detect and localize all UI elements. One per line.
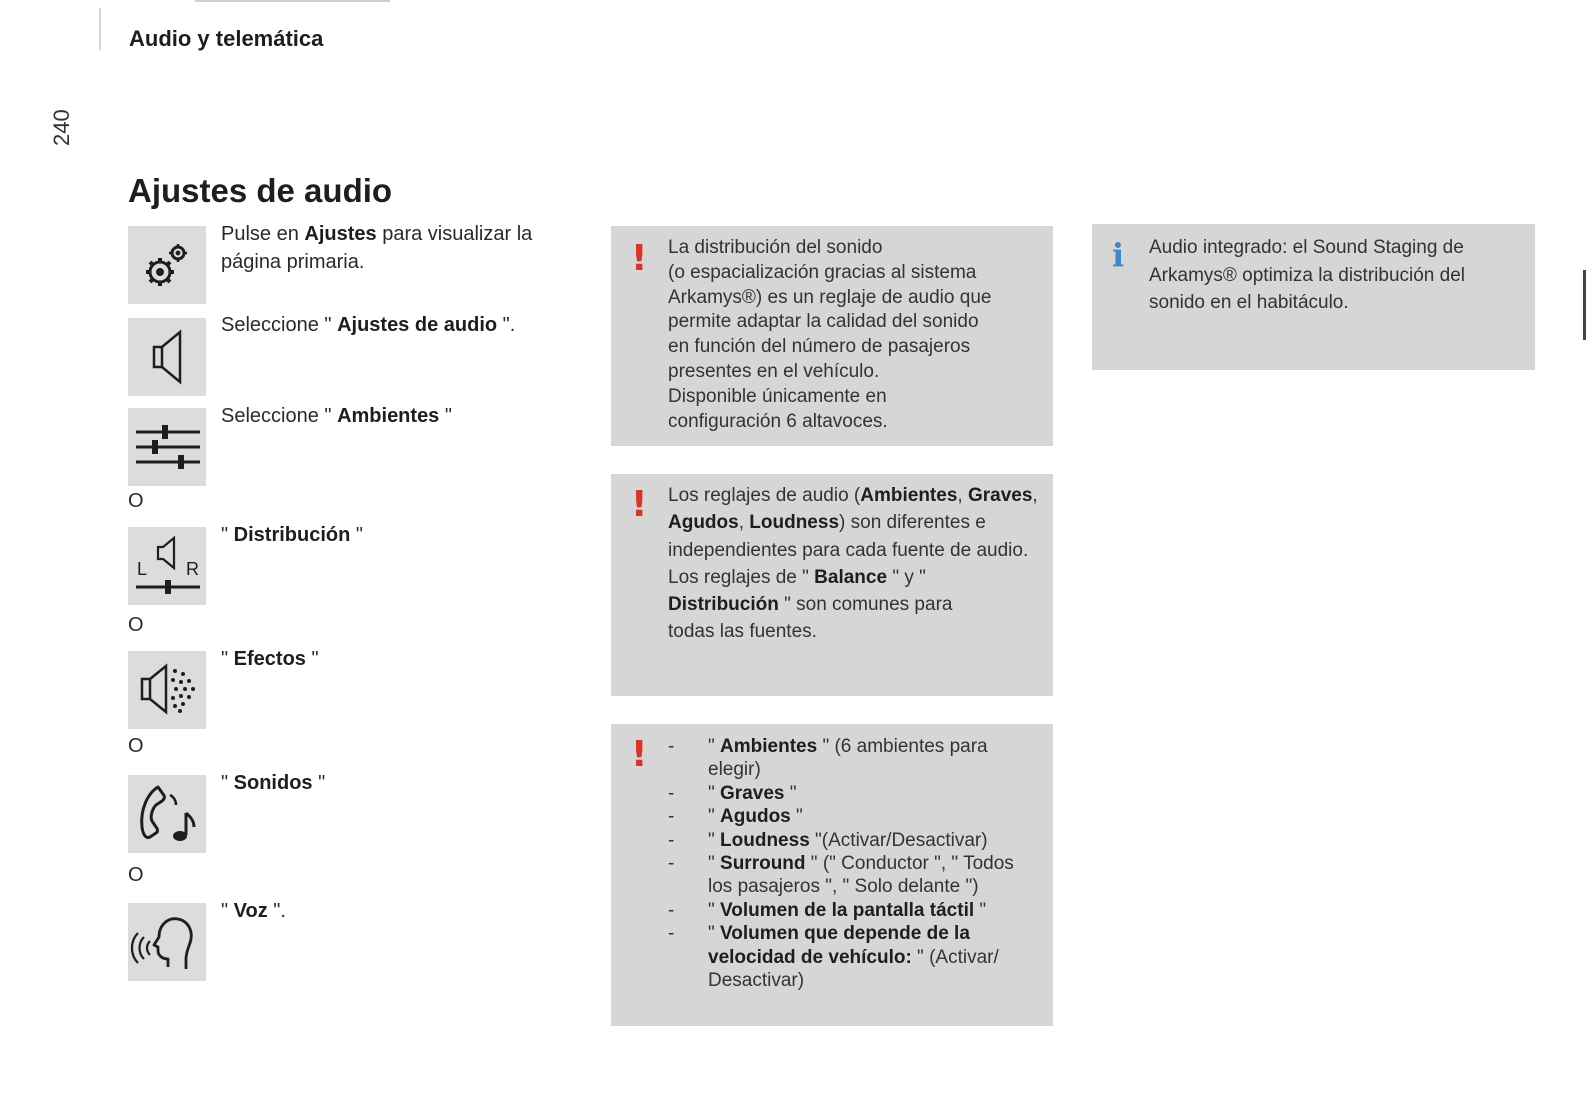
warning-icon: !: [631, 734, 648, 775]
step-ambientes-text: Seleccione " Ambientes ": [221, 405, 452, 427]
note-text: Audio integrado: el Sound Staging de Arkamys® optimiza la distribución del sonido en el habitáculo.: [1149, 237, 1466, 314]
warning-note-list: [611, 724, 1053, 1026]
top-rule: [195, 0, 390, 2]
note-text: Los reglajes de audio (Ambientes, Graves, Agudos, Loudness) son diferentes e independientes para cada fuente de audio. Los reglajes de " Balance " y " Distribución " son comunes para todas las fuentes.: [668, 485, 1038, 643]
note-text: La distribución del sonido (o espacialización gracias al sistema Arkamys®) es un reglaje de audio que permite adaptar la calidad del sonido en función del número de pasajeros presentes en el vehículo. Disponible únicamente en configuración 6 altavoces.: [668, 237, 992, 432]
list-item: - " Ambientes " (6 ambientes para elegir): [668, 735, 1038, 782]
step-voz-text: " Voz ".: [221, 900, 286, 922]
warning-note-distribution: [611, 226, 1053, 446]
step-sonidos-text: " Sonidos ": [221, 772, 326, 794]
step-distribucion-text: " Distribución ": [221, 524, 363, 546]
equalizer-sliders-icon: [128, 408, 206, 486]
page-edge-mark: [1583, 270, 1586, 340]
or-separator: O: [128, 614, 144, 636]
page-heading: Ajustes de audio: [128, 172, 393, 209]
warning-note-sources: [611, 474, 1053, 696]
list-item: - " Volumen que depende de la velocidad de vehículo: " (Activar/ Desactivar): [668, 922, 1038, 992]
settings-gear-icon: [128, 226, 206, 304]
info-note-arkamys: [1092, 224, 1535, 370]
list-item: - " Agudos ": [668, 805, 1038, 828]
info-icon: i: [1112, 236, 1125, 274]
list-item: - " Loudness "(Activar/Desactivar): [668, 829, 1038, 852]
section-title: Audio y telemática: [129, 26, 324, 51]
list-item: - " Volumen de la pantalla táctil ": [668, 899, 1038, 922]
step-efectos-text: " Efectos ": [221, 648, 319, 670]
or-separator: O: [128, 735, 144, 757]
svg-text:R: R: [186, 559, 199, 579]
speaker-icon: [128, 318, 206, 396]
warning-icon: !: [631, 484, 648, 525]
speaker-effects-icon: [128, 651, 206, 729]
step-audio-settings-text: Seleccione " Ajustes de audio ".: [221, 314, 516, 336]
balance-lr-icon: [128, 527, 206, 605]
or-separator: O: [128, 490, 144, 512]
voice-head-icon: [128, 903, 206, 981]
svg-text:L: L: [137, 559, 148, 579]
or-separator: O: [128, 864, 144, 886]
list-item: - " Surround " (" Conductor ", " Todos los pasajeros ", " Solo delante "): [668, 852, 1038, 899]
warning-icon: !: [631, 238, 648, 279]
section-divider: [99, 8, 101, 50]
page-number: 240: [49, 109, 74, 146]
list-item: - " Graves ": [668, 782, 1038, 805]
settings-list: [668, 735, 1038, 992]
phone-music-icon: [128, 775, 206, 853]
step-settings-text: Pulse en Ajustes para visualizar la página primaria.: [221, 223, 533, 273]
